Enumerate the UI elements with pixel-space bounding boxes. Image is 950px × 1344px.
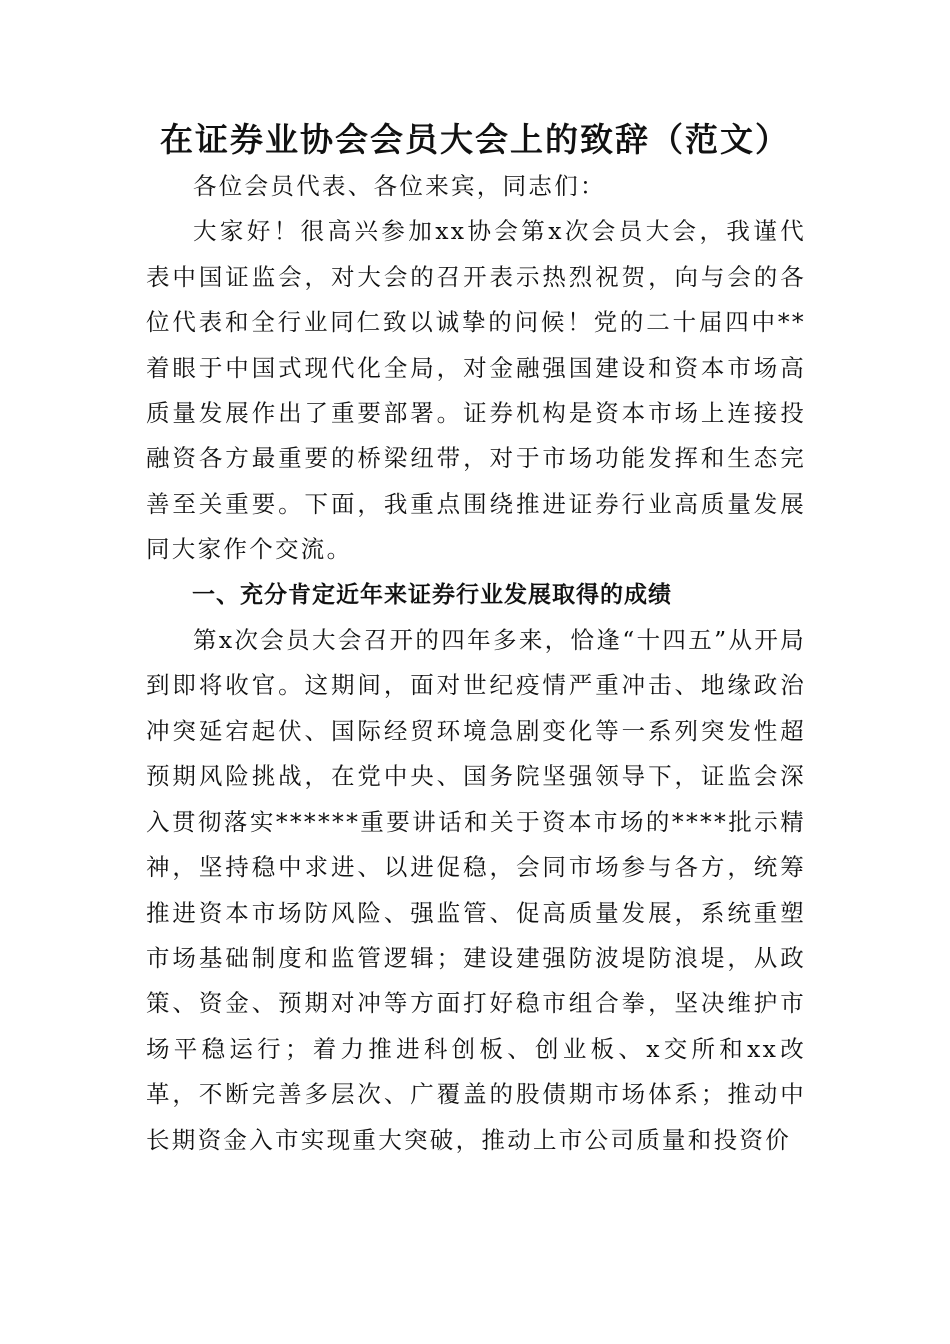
opening-paragraph: 大家好！很高兴参加xx协会第x次会员大会，我谨代表中国证监会，对大会的召开表示热烈祝贺，向与会的各位代表和全行业同仁致以诚挚的问候！党的二十届四中**着眼于中国式现代化全局，对金融强国建设和资本市场高质量发展作出了重要部署。证券机构是资本市场上连接投融资各方最重要的桥梁纽带，对于市场功能发挥和生态完善至关重要。下面，我重点围绕推进证券行业高质量发展同大家作个交流。 [146,217,806,564]
document-title: 在证券业协会会员大会上的致辞（范文） [160,120,790,159]
section-heading: 一、充分肯定近年来证券行业发展取得的成绩 [192,581,672,608]
document-body [146,164,806,1163]
section-paragraph: 第x次会员大会召开的四年多来，恰逢“十四五”从开局到即将收官。这期间，面对世纪疫情严重冲击、地缘政治冲突延宕起伏、国际经贸环境急剧变化等一系列突发性超预期风险挑战，在党中央、国务院坚强领导下，证监会深入贯彻落实******重要讲话和关于资本市场的****批示精神，坚持稳中求进、以进促稳，会同市场参与各方，统筹推进资本市场防风险、强监管、促高质量发展，系统重塑市场基础制度和监管逻辑；建设建强防波堤防浪堤，从政策、资金、预期对冲等方面打好稳市组合拳，坚决维护市场平稳运行；着力推进科创板、创业板、x交所和xx改革，不断完善多层次、广覆盖的股债期市场体系；推动中长期资金入市实现重大突破，推动上市公司质量和投资价 [146,626,806,1154]
salutation: 各位会员代表、各位来宾，同志们： [193,172,606,200]
